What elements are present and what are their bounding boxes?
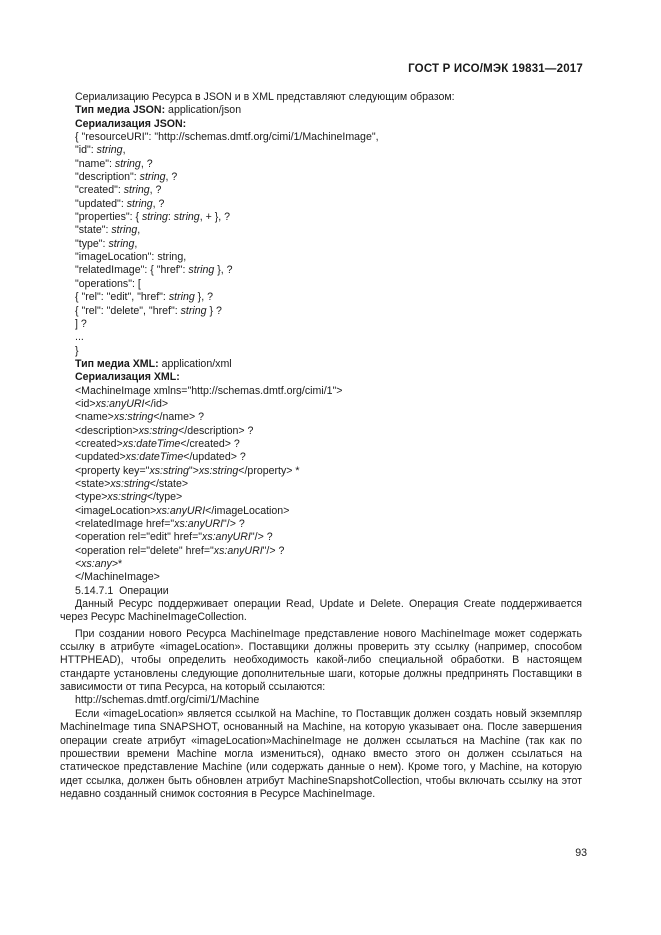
paragraph: Данный Ресурс поддерживает операции Read, Update и Delete. Операция Create поддерживается через Ресурс MachineImageCollection. <box>60 598 582 624</box>
text-line: "state": string, <box>75 224 141 237</box>
text-line: <relatedImage href="xs:anyURI"/> ? <box>75 518 245 530</box>
page-number: 93 <box>575 847 587 859</box>
text-line: 5.14.7.1 Операции <box>75 584 169 597</box>
serialization-block <box>60 91 582 598</box>
text-line: Тип медиа JSON: application/json <box>75 104 242 117</box>
text-line: <property key="xs:string">xs:string</property> * <box>75 464 300 477</box>
text-line: </MachineImage> <box>75 571 160 584</box>
text-line: <MachineImage xmlns="http://schemas.dmtf.org/cimi/1"> <box>75 384 343 397</box>
text-line: <updated>xs:dateTime</updated> ? <box>75 451 246 464</box>
document-header: ГОСТ Р ИСО/МЭК 19831—2017 <box>408 63 583 75</box>
text-line: "id": string, <box>75 144 126 157</box>
text-line: "imageLocation": string, <box>75 251 187 264</box>
text-line: <xs:any>* <box>75 558 123 571</box>
paragraph: http://schemas.dmtf.org/cimi/1/Machine <box>75 694 260 707</box>
text-line: ... <box>75 331 84 344</box>
text-line: ] ? <box>75 317 87 330</box>
text-line: { "rel": "delete", "href": string } ? <box>75 304 222 317</box>
text-line: Тип медиа XML: application/xml <box>75 357 232 370</box>
text-line: <imageLocation>xs:anyURI</imageLocation> <box>75 504 290 517</box>
text-line: "type": string, <box>75 237 138 250</box>
text-line: Сериализация JSON: <box>75 117 187 130</box>
text-line: Сериализацию Ресурса в JSON и в XML представляют следующим образом: <box>75 91 455 103</box>
text-line: "created": string, ? <box>75 184 162 197</box>
paragraph: Если «imageLocation» является ссылкой на Machine, то Поставщик должен создать новый экземпляр MachineImage типа SNAPSHOT, основанный на Machine, на которую указывает она. После завершения операции create атрибут «imageLocation»MachineImage не должен ссылаться на Machine (так как по прошествии времени Machine могла измениться), однако вместо этого он должен ссылаться на статическое представление Machine (или содержать данные о нем). Кроме того, у Machine, на которую идет ссылка, должен быть обновлен атрибут MachineSnapshotCollection, чтобы включать ссылку на этот недавно созданный снимок состояния в Ресурсе MachineImage. <box>60 707 582 800</box>
text-line: <operation rel="delete" href="xs:anyURI"/> ? <box>75 544 285 557</box>
text-line: <type>xs:string</type> <box>75 491 183 504</box>
text-line: } <box>75 344 79 357</box>
text-line: <created>xs:dateTime</created> ? <box>75 437 240 450</box>
text-line: "properties": { string: string, + }, ? <box>75 211 231 224</box>
text-line: <id>xs:anyURI</id> <box>75 397 169 410</box>
text-line: Сериализация XML: <box>75 371 180 384</box>
text-line: <name>xs:string</name> ? <box>75 411 204 424</box>
paragraph: При создании нового Ресурса MachineImage представление нового MachineImage может содержать ссылку в атрибуте «imageLocation». Поставщики должны проверить эту ссылку (например, способом HTTPHEAD), чтобы определить необходимость какой-либо специальной обработки. В настоящем стандарте установлены следующие дополнительные шаги, которые должны предпринять Поставщики в зависимости от типа Ресурса, на который ссылаются: <box>60 627 582 694</box>
text-line: "relatedImage": { "href": string }, ? <box>75 264 233 277</box>
text-line: "operations": [ <box>75 277 141 290</box>
text-line: <state>xs:string</state> <box>75 477 189 490</box>
text-line: "description": string, ? <box>75 171 178 184</box>
text-line: <description>xs:string</description> ? <box>75 424 254 437</box>
operations-text <box>60 598 582 801</box>
text-line: { "rel": "edit", "href": string }, ? <box>75 291 213 304</box>
text-line: { "resourceURI": "http://schemas.dmtf.org/cimi/1/MachineImage", <box>75 131 379 144</box>
page-content <box>60 91 582 801</box>
text-line: "name": string, ? <box>75 157 153 170</box>
text-line: "updated": string, ? <box>75 197 165 210</box>
text-line: <operation rel="edit" href="xs:anyURI"/> ? <box>75 531 273 544</box>
